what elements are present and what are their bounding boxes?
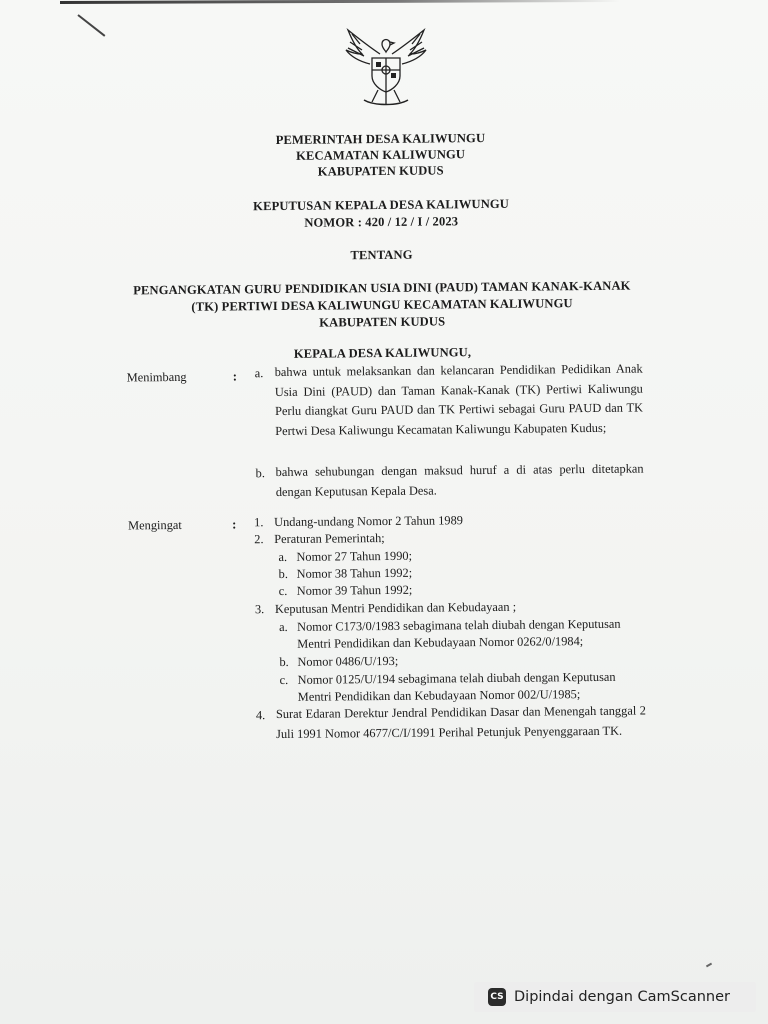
mengingat-item-3b-marker: b. [279,654,289,670]
government-line-1: PEMERINTAH DESA KALIWUNGU [275,131,486,148]
mengingat-item-3c-line-2: Mentri Pendidikan dan Kebudayaan Nomor 002/U/1985; [297,687,581,704]
mengingat-item-3a-marker: a. [279,619,288,635]
mengingat-item-2b-text: Nomor 38 Tahun 1992; [296,565,413,581]
camscanner-icon: CS [488,988,506,1006]
menimbang-label: Menimbang [126,369,187,385]
mengingat-label: Mengingat [128,517,182,533]
decree-number: NOMOR : 420 / 12 / I / 2023 [304,214,459,230]
mengingat-item-1-text: Undang-undang Nomor 2 Tahun 1989 [274,513,464,530]
menimbang-item-a-marker: a. [254,366,264,381]
decree-subject-line-3: KABUPATEN KUDUS [319,314,446,330]
mengingat-item-3-text: Keputusan Mentri Pendidikan dan Kebudayaan ; [274,599,517,617]
mengingat-item-3c-marker: c. [279,672,289,688]
decree-issuer: KEPALA DESA KALIWUNGU, [293,345,472,361]
camscanner-watermark [474,982,756,1012]
decree-subject-line-2: (TK) PERTIWI DESA KALIWUNGU KECAMATAN KALIWUNGU [191,296,573,314]
decree-subject-line-1: PENGANGKATAN GURU PENDIDIKAN USIA DINI (PAUD) TAMAN KANAK-KANAK [133,278,631,298]
mengingat-item-2c-text: Nomor 39 Tahun 1992; [296,582,413,598]
mengingat-item-2-marker: 2. [254,532,264,547]
government-line-3: KABUPATEN KUDUS [317,163,444,179]
menimbang-item-b-text: bahwa sehubungan dengan maksud huruf a di atas perlu ditetapkan dengan Keputusan Kepala Desa. [275,461,644,499]
mengingat-item-2a-text: Nomor 27 Tahun 1990; [296,548,413,564]
mengingat-item-3a-line-2: Mentri Pendidikan dan Kebudayaan Nomor 0262/0/1984; [297,634,584,651]
menimbang-item-b-marker: b. [255,466,265,481]
menimbang-colon: : [232,368,238,384]
mengingat-colon: : [232,516,237,532]
menimbang-item-a-text: bahwa untuk melaksankan dan kelancaran Pendidikan Pedidikan Anak Usia Dini (PAUD) dan Taman Kanak-Kanak (TK) Pertiwi Kaliwungu Perlu diangkat Guru PAUD dan TK Pertiwi sebagai Guru PAUD dan TK Pertwi Desa Kaliwungu Kecamatan Kaliwungu Kabupaten Kudus; [274,361,644,438]
decree-about: TENTANG [350,247,413,263]
mengingat-item-2b-marker: b. [278,566,288,582]
mengingat-item-3a-line-1: Nomor C173/0/1983 sebagimana telah diubah dengan Keputusan [297,616,621,634]
mengingat-item-1-marker: 1. [254,515,264,530]
camscanner-label: Dipindai dengan CamScanner [514,989,731,1005]
mengingat-item-2c-marker: c. [278,583,288,599]
mengingat-item-2a-marker: a. [278,549,288,565]
mengingat-item-3c-line-1: Nomor 0125/U/194 sebagimana telah diubah dengan Keputusan [297,669,616,687]
mengingat-item-2-text: Peraturan Pemerintah; [274,530,385,547]
mengingat-item-3-marker: 3. [254,602,265,617]
mengingat-item-4-text: Surat Edaran Derektur Jendral Pendidikan Dasar dan Menengah tanggal 2 Juli 1991 Nomor 4677/C/I/1991 Perihal Petunjuk Penyenggaraan TK. [275,703,646,741]
mengingat-item-4-marker: 4. [255,708,266,723]
government-line-2: KECAMATAN KALIWUNGU [296,147,466,163]
decree-title: KEPUTUSAN KEPALA DESA KALIWUNGU [253,196,510,214]
mengingat-item-3b-line-1: Nomor 0486/U/193; [297,653,399,669]
